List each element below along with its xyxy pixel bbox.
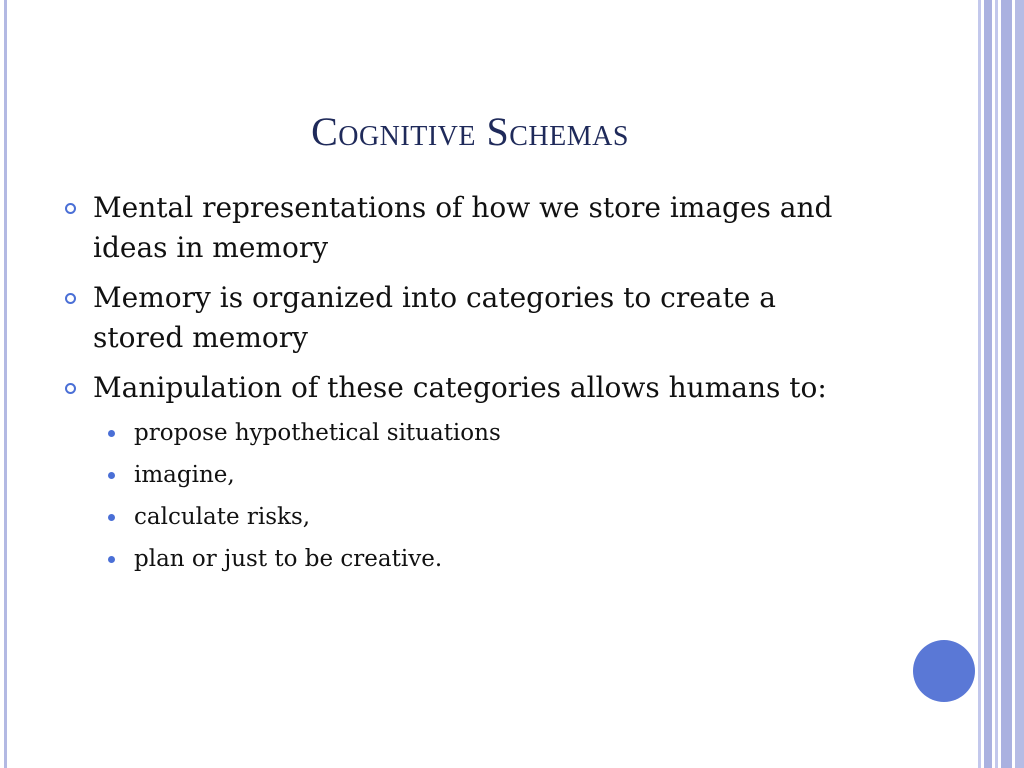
right-decor-stripe (995, 0, 998, 768)
dot-bullet-icon (108, 430, 115, 437)
dot-bullet-icon (108, 556, 115, 563)
bullet-text: Memory is organized into categories to create a stored memory (93, 281, 776, 354)
dot-bullet-icon (108, 514, 115, 521)
decorative-circle (913, 640, 975, 702)
bullet-item (62, 188, 862, 268)
slide-title: Cognitive Schemas (311, 109, 629, 154)
sub-bullet-item (106, 418, 862, 448)
slide-body (62, 188, 862, 586)
ring-bullet-icon (65, 293, 76, 304)
right-decor-stripe (1015, 0, 1024, 768)
ring-bullet-icon (65, 383, 76, 394)
bullet-text: Manipulation of these categories allows humans to: (93, 371, 827, 404)
ring-bullet-icon (65, 203, 76, 214)
right-decor-stripe (1001, 0, 1012, 768)
sub-bullet-list (62, 418, 862, 574)
bullet-item (62, 368, 862, 408)
sub-bullet-text: propose hypothetical situations (134, 420, 501, 446)
dot-bullet-icon (108, 472, 115, 479)
right-decor-stripe (984, 0, 992, 768)
sub-bullet-item (106, 502, 862, 532)
bullet-text: Mental representations of how we store images and ideas in memory (93, 191, 833, 264)
bullet-item (62, 278, 862, 358)
sub-bullet-text: imagine, (134, 462, 235, 488)
sub-bullet-text: plan or just to be creative. (134, 546, 443, 572)
sub-bullet-text: calculate risks, (134, 504, 311, 530)
sub-bullet-item (106, 460, 862, 490)
right-decor-stripe (978, 0, 981, 768)
sub-bullet-item (106, 544, 862, 574)
